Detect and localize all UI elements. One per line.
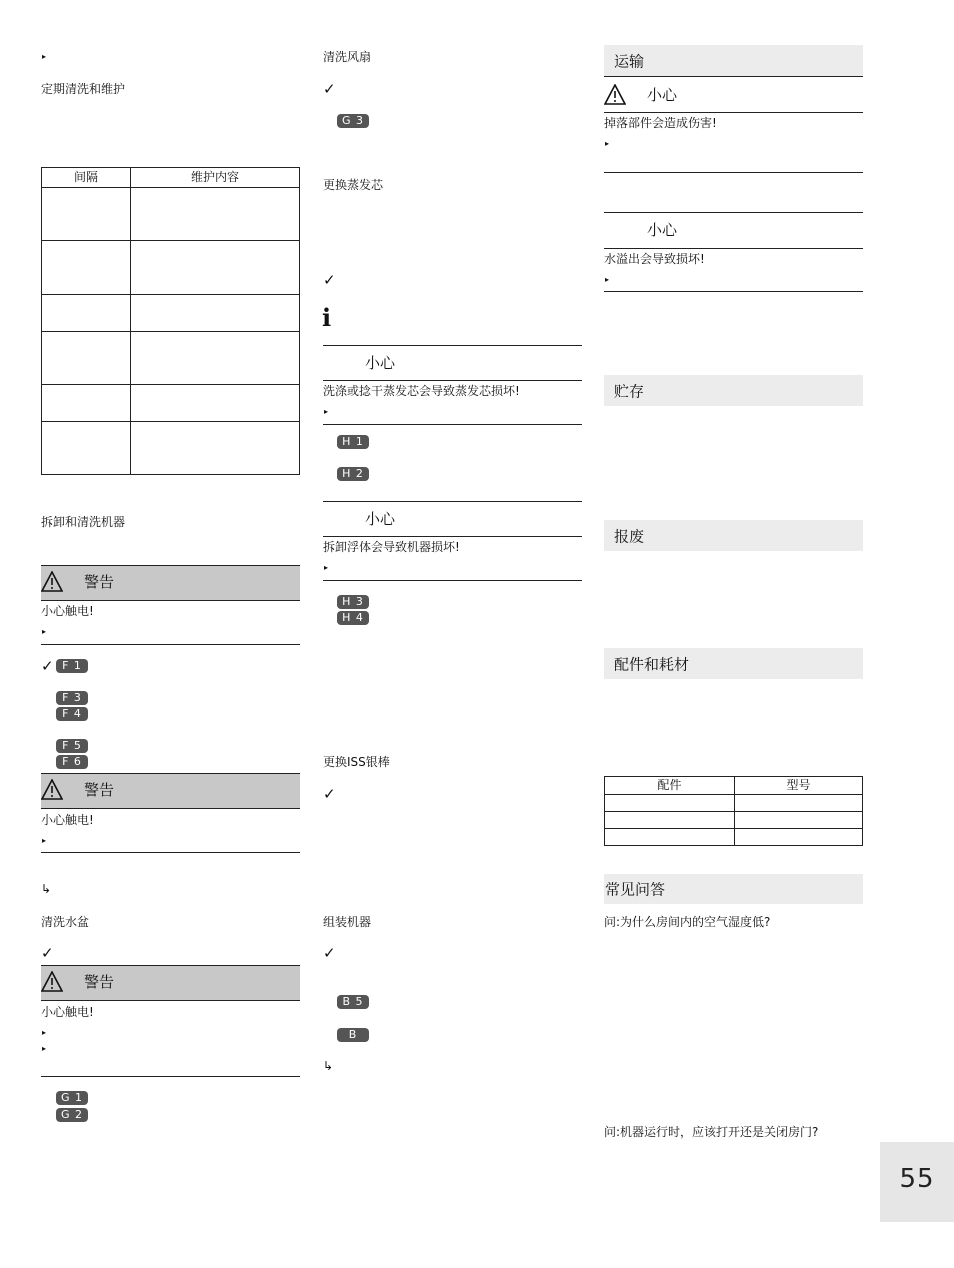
bullet-marker: ▸ [324, 407, 329, 416]
caution-text-float: 拆卸浮体会导致机器损坏! [323, 540, 460, 554]
warning-triangle-icon [604, 84, 626, 105]
divider [323, 380, 582, 381]
table-cell [42, 241, 131, 295]
figure-badge-f5: F 5 [56, 739, 88, 753]
table-cell [42, 188, 131, 241]
section-header-storage [604, 375, 863, 406]
table-row [605, 829, 863, 846]
bullet-marker: ▸ [42, 627, 47, 636]
heading-replace-iss: 更换ISS银棒 [323, 755, 390, 769]
divider [604, 291, 863, 292]
warning-banner [41, 565, 300, 601]
divider [323, 501, 582, 502]
maintenance-table [41, 167, 300, 475]
table-cell [42, 332, 131, 385]
divider [41, 1076, 300, 1077]
bullet-marker: ▸ [42, 52, 47, 61]
figure-badge-f3: F 3 [56, 691, 88, 705]
table-cell [735, 795, 863, 812]
caution-label: 小心 [647, 86, 678, 104]
caution-label: 小心 [647, 221, 678, 239]
table-row [42, 295, 300, 332]
divider [604, 76, 863, 77]
figure-badge-g1: G 1 [56, 1091, 88, 1105]
figure-badge-f4: F 4 [56, 707, 88, 721]
table-header-model: 型号 [735, 777, 863, 795]
warning-banner [41, 773, 300, 809]
warning-triangle-icon [41, 971, 63, 992]
table-cell [131, 422, 300, 475]
accessories-table [604, 776, 863, 846]
table-row [42, 332, 300, 385]
figure-badge-h1: H 1 [337, 435, 369, 449]
figure-badge-h3: H 3 [337, 595, 369, 609]
caution-text-wick: 洗涤或捻干蒸发芯会导致蒸发芯损坏! [323, 384, 520, 398]
divider [604, 212, 863, 213]
table-row [42, 188, 300, 241]
checkmark-icon: ✓ [323, 944, 336, 962]
table-row [42, 422, 300, 475]
table-header-row [42, 168, 300, 188]
table-cell [131, 295, 300, 332]
section-header-accessories [604, 648, 863, 679]
figure-badge-b: B [337, 1028, 369, 1042]
table-cell [131, 385, 300, 422]
caution-label: 小心 [365, 354, 396, 372]
table-row [605, 812, 863, 829]
table-cell [605, 795, 735, 812]
bullet-marker: ▸ [605, 275, 610, 284]
table-cell [131, 241, 300, 295]
section-title: 常见问答 [605, 880, 666, 899]
figure-badge-h4: H 4 [337, 611, 369, 625]
table-cell [131, 188, 300, 241]
heading-regular-maintenance: 定期清洗和维护 [41, 82, 126, 96]
bullet-marker: ▸ [42, 1028, 47, 1037]
warning-text: 小心触电! [41, 813, 94, 827]
section-title: 贮存 [614, 382, 645, 400]
divider [41, 852, 300, 853]
figure-badge-f1: F 1 [56, 659, 88, 673]
table-cell [42, 295, 131, 332]
figure-badge-b5: B 5 [337, 995, 369, 1009]
table-cell [735, 829, 863, 846]
checkmark-icon: ✓ [41, 944, 54, 962]
table-cell [42, 422, 131, 475]
info-icon: i [322, 303, 332, 332]
divider [604, 112, 863, 113]
figure-badge-g2: G 2 [56, 1108, 88, 1122]
table-cell [735, 812, 863, 829]
warning-triangle-icon [41, 779, 63, 800]
checkmark-icon: ✓ [323, 785, 336, 803]
section-title: 配件和耗材 [614, 655, 690, 673]
table-row [42, 385, 300, 422]
divider [323, 580, 582, 581]
section-header-disposal [604, 520, 863, 551]
table-header-content: 维护内容 [131, 168, 300, 188]
figure-badge-g3: G 3 [337, 114, 369, 128]
divider [41, 644, 300, 645]
table-row [42, 241, 300, 295]
bullet-marker: ▸ [42, 836, 47, 845]
warning-text: 小心触电! [41, 1005, 94, 1019]
heading-clean-basin: 清洗水盆 [41, 915, 90, 929]
bullet-marker: ▸ [324, 563, 329, 572]
section-title: 报废 [614, 527, 645, 545]
heading-replace-wick: 更换蒸发芯 [323, 178, 384, 192]
heading-clean-fan: 清洗风扇 [323, 50, 372, 64]
page-number: 55 [899, 1164, 935, 1194]
table-header-row [605, 777, 863, 795]
warning-label: 警告 [84, 973, 115, 991]
checkmark-icon: ✓ [41, 657, 54, 675]
section-header-transport [604, 45, 863, 76]
result-arrow-icon: ↳ [41, 882, 52, 896]
figure-badge-h2: H 2 [337, 467, 369, 481]
heading-disassemble-clean: 拆卸和清洗机器 [41, 515, 126, 529]
section-header-faq [604, 874, 863, 904]
caution-text-falling: 掉落部件会造成伤害! [604, 116, 717, 130]
divider [604, 248, 863, 249]
section-title: 运输 [614, 52, 645, 70]
divider [323, 536, 582, 537]
bullet-marker: ▸ [605, 139, 610, 148]
table-cell [605, 812, 735, 829]
warning-text: 小心触电! [41, 604, 94, 618]
checkmark-icon: ✓ [323, 80, 336, 98]
warning-triangle-icon [41, 571, 63, 592]
divider [323, 424, 582, 425]
table-header-interval: 间隔 [42, 168, 131, 188]
divider [604, 172, 863, 173]
faq-question-1: 问:为什么房间内的空气湿度低? [604, 915, 771, 929]
figure-badge-f6: F 6 [56, 755, 88, 769]
table-header-accessory: 配件 [605, 777, 735, 795]
table-cell [131, 332, 300, 385]
checkmark-icon: ✓ [323, 271, 336, 289]
faq-question-2: 问:机器运行时，应该打开还是关闭房门? [604, 1125, 819, 1139]
warning-label: 警告 [84, 573, 115, 591]
heading-assemble: 组装机器 [323, 915, 372, 929]
table-cell [605, 829, 735, 846]
bullet-marker: ▸ [42, 1044, 47, 1053]
result-arrow-icon: ↳ [323, 1059, 334, 1073]
warning-label: 警告 [84, 781, 115, 799]
caution-label: 小心 [365, 510, 396, 528]
caution-text-water: 水溢出会导致损坏! [604, 252, 705, 266]
divider [323, 345, 582, 346]
warning-banner [41, 965, 300, 1001]
table-cell [42, 385, 131, 422]
page-number-box [880, 1142, 954, 1222]
table-row [605, 795, 863, 812]
